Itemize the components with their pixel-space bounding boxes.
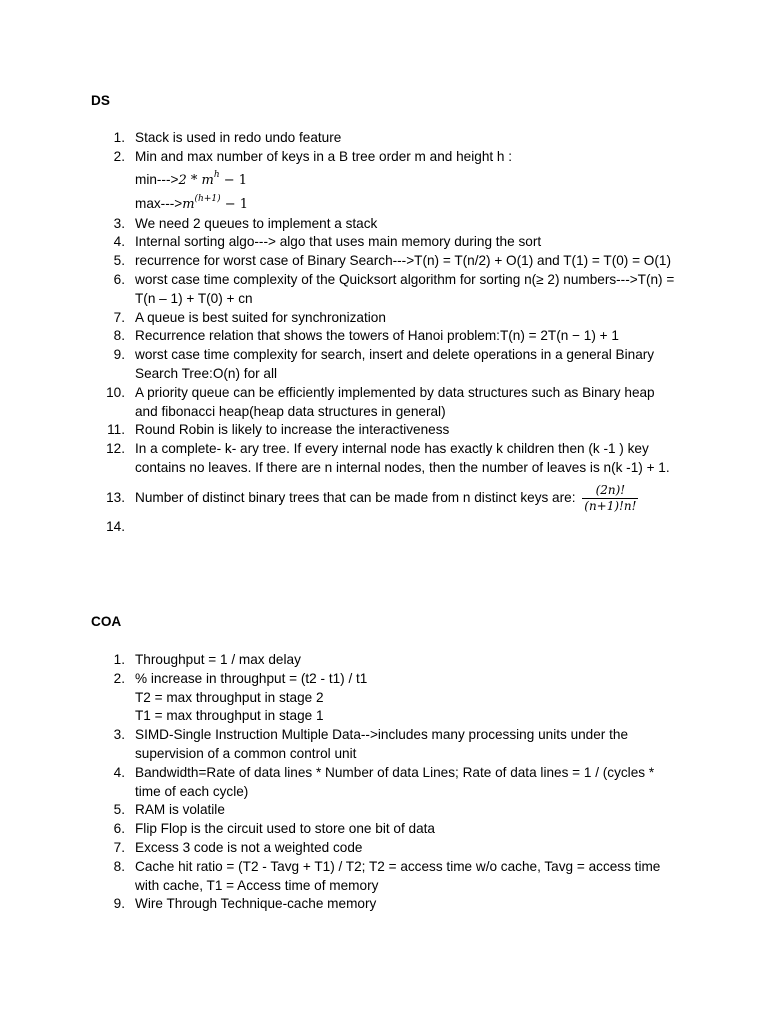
item-number: 3. xyxy=(113,215,125,231)
item-number: 8. xyxy=(113,858,125,874)
item-number: 9. xyxy=(113,896,125,912)
b-tree-max-formula xyxy=(135,191,681,215)
item-text: SIMD-Single Instruction Multiple Data-->includes many processing units under the supervision of a common control unit xyxy=(135,727,629,761)
binary-trees-fraction xyxy=(582,483,638,514)
item-number: 1. xyxy=(113,652,125,667)
ds-notes-list xyxy=(91,129,681,534)
item-text: Min and max number of keys in a B tree order m and height h : xyxy=(135,148,513,164)
item-number: 2. xyxy=(113,148,125,164)
list-item xyxy=(91,327,681,346)
item-text: Excess 3 code is not a weighted code xyxy=(135,839,363,855)
item-text: Stack is used in redo undo feature xyxy=(135,130,342,145)
max-exponent: (h+1) xyxy=(194,193,221,204)
item-number: 12. xyxy=(106,441,125,457)
item-text: Round Robin is likely to increase the interactiveness xyxy=(135,422,450,438)
min-tail: − 1 xyxy=(219,172,248,188)
item-number: 4. xyxy=(113,234,125,250)
item-number: 13. xyxy=(106,489,125,505)
list-item xyxy=(91,801,681,820)
item-number: 4. xyxy=(113,764,125,780)
list-item xyxy=(91,148,681,215)
item-number: 1. xyxy=(113,130,125,145)
item-text: Wire Through Technique-cache memory xyxy=(135,896,377,912)
item-text: recurrence for worst case of Binary Search--->T(n) = T(n/2) + O(1) and T(1) = T(0) = O(1) xyxy=(135,253,671,269)
item-text: Internal sorting algo---> algo that uses main memory during the sort xyxy=(135,234,542,250)
list-item xyxy=(91,421,681,440)
item-text: A priority queue can be efficiently implemented by data structures such as Binary heap and fibonacci heap(heap data structures in general) xyxy=(135,384,655,419)
item-number: 5. xyxy=(113,253,125,269)
max-prefix: max---> xyxy=(135,195,183,211)
list-item xyxy=(91,820,681,839)
max-tail: − 1 xyxy=(220,196,249,212)
list-item xyxy=(91,726,681,764)
item-number: 10. xyxy=(106,384,125,400)
item-text: RAM is volatile xyxy=(135,802,225,818)
list-item xyxy=(91,858,681,896)
list-item xyxy=(91,839,681,858)
max-formula: m xyxy=(182,196,195,212)
item-text: Flip Flop is the circuit used to store one bit of data xyxy=(135,821,435,837)
item-text: A queue is best suited for synchronization xyxy=(135,309,386,325)
list-item xyxy=(91,670,681,726)
item-subline: T1 = max throughput in stage 1 xyxy=(135,708,324,724)
list-item xyxy=(91,384,681,422)
fraction-denominator: (n+1)!n! xyxy=(584,498,637,513)
min-formula: 2 * m xyxy=(178,172,214,188)
item-text: Number of distinct binary trees that can be made from n distinct keys are: xyxy=(135,489,580,505)
section-title-ds: DS xyxy=(91,93,110,108)
section-title-coa: COA xyxy=(91,614,122,629)
item-text: In a complete- k- ary tree. If every internal node has exactly k children then (k -1 ) key contains no leaves. If there are n internal nodes, then the number of leaves is n(k -1) + 1. xyxy=(135,441,670,475)
item-number: 7. xyxy=(113,839,125,855)
item-text: worst case time complexity for search, insert and delete operations in a general Binary Search Tree:O(n) for all xyxy=(135,347,655,381)
item-text: Throughput = 1 / max delay xyxy=(135,652,301,667)
item-number: 6. xyxy=(113,821,125,837)
list-item xyxy=(91,480,681,516)
item-text: Recurrence relation that shows the towers of Hanoi problem:T(n) = 2T(n − 1) + 1 xyxy=(135,328,619,344)
item-number: 7. xyxy=(113,309,125,325)
coa-notes-list xyxy=(91,651,681,914)
item-text: % increase in throughput = (t2 - t1) / t1 xyxy=(135,670,368,686)
item-text: Cache hit ratio = (T2 - Tavg + T1) / T2; T2 = access time w/o cache, Tavg = access time with cache, T1 = Access time of memory xyxy=(135,858,661,893)
list-item xyxy=(91,651,681,670)
b-tree-min-formula xyxy=(135,167,681,191)
fraction-numerator: (2n)! xyxy=(582,483,638,499)
list-item xyxy=(91,440,681,478)
item-number: 2. xyxy=(113,670,125,686)
min-prefix: min---> xyxy=(135,171,179,187)
list-item xyxy=(91,215,681,234)
item-number: 5. xyxy=(113,802,125,818)
item-number: 14. xyxy=(106,518,125,534)
item-subline: T2 = max throughput in stage 2 xyxy=(135,689,324,705)
list-item xyxy=(91,252,681,271)
item-text: We need 2 queues to implement a stack xyxy=(135,215,378,231)
list-item xyxy=(91,309,681,328)
item-text: Bandwidth=Rate of data lines * Number of data Lines; Rate of data lines = 1 / (cycles * time of each cycle) xyxy=(135,764,655,799)
item-number: 11. xyxy=(107,422,125,438)
item-number: 8. xyxy=(113,328,125,344)
list-item xyxy=(91,233,681,252)
item-text: worst case time complexity of the Quicksort algorithm for sorting n(≥ 2) numbers--->T(n) = T(n – 1) + T(0) + cn xyxy=(135,271,675,306)
item-number: 3. xyxy=(113,727,125,743)
item-number: 6. xyxy=(113,271,125,287)
list-item xyxy=(91,129,681,148)
list-item xyxy=(91,271,681,309)
list-item xyxy=(91,895,681,914)
min-exponent: h xyxy=(213,169,220,180)
list-item xyxy=(91,346,681,384)
item-number: 9. xyxy=(113,347,125,363)
list-item xyxy=(91,764,681,802)
